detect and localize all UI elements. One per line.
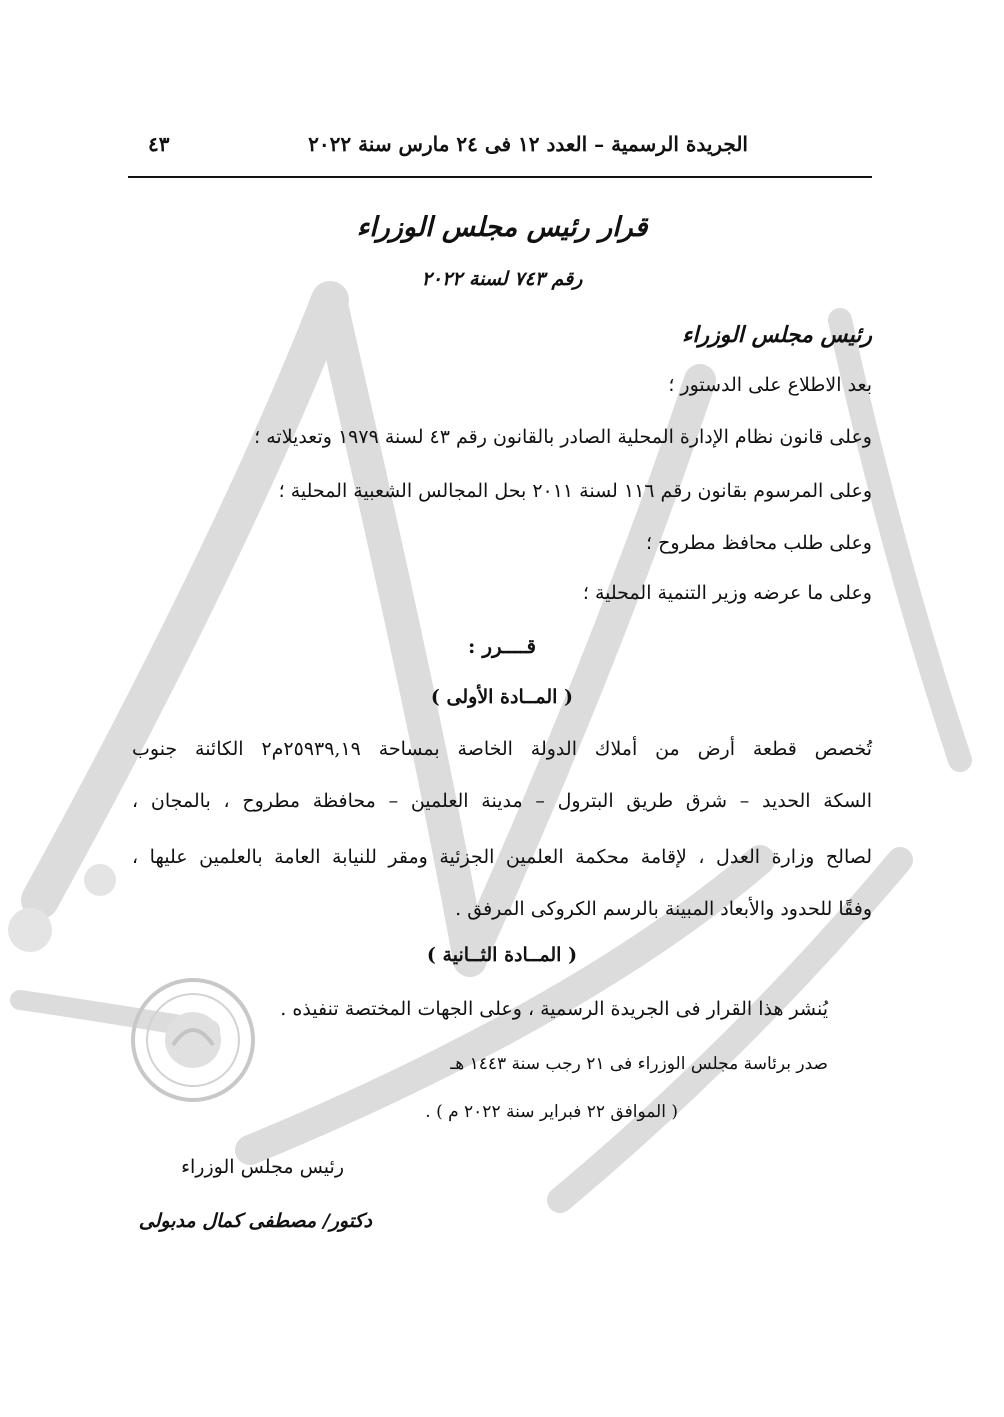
article-1-line: تُخصص قطعة أرض من أملاك الدولة الخاصة بمساحة ٢٥٩٣٩,١٩م٢ الكائنة جنوب (132, 738, 872, 760)
article-1-line: لصالح وزارة العدل ، لإقامة محكمة العلمين الجزئية ومقر للنيابة العامة بالعلمين عليها ، (132, 846, 872, 868)
decree-number: رقم ٧٤٣ لسنة ٢٠٢٢ (421, 268, 583, 290)
recital-line: وعلى طلب محافظ مطروح ؛ (646, 532, 872, 554)
issued-date-gregorian: ( الموافق ٢٢ فبراير سنة ٢٠٢٢ م ) . (425, 1102, 678, 1122)
article-2-heading: ( المــادة الثــانية ) (426, 944, 578, 966)
recital-line: بعد الاطلاع على الدستور ؛ (668, 374, 872, 396)
recital-line: وعلى المرسوم بقانون رقم ١١٦ لسنة ٢٠١١ بحل المجالس الشعبية المحلية ؛ (278, 480, 872, 502)
signature-name: دكتور/ مصطفى كمال مدبولى (138, 1210, 372, 1232)
article-1-line: وفقًا للحدود والأبعاد المبينة بالرسم الكروكى المرفق . (455, 898, 872, 920)
signature-position: رئيس مجلس الوزراء (181, 1156, 344, 1178)
article-1-heading: ( المــادة الأولى ) (430, 686, 574, 708)
decided-heading: قــــرر : (467, 634, 537, 658)
official-seal-icon (128, 975, 258, 1105)
article-2-line: يُنشر هذا القرار فى الجريدة الرسمية ، وعلى الجهات المختصة تنفيذه . (280, 998, 828, 1020)
recital-line: وعلى قانون نظام الإدارة المحلية الصادر بالقانون رقم ٤٣ لسنة ١٩٧٩ وتعديلاته ؛ (254, 426, 872, 448)
issuer-heading: رئيس مجلس الوزراء (682, 322, 872, 348)
decree-title: قرار رئيس مجلس الوزراء (356, 212, 648, 243)
issued-date-hijri: صدر برئاسة مجلس الوزراء فى ٢١ رجب سنة ١٤٤٣ هـ (450, 1054, 828, 1074)
header-divider (128, 176, 872, 178)
gazette-header-title: الجريدة الرسمية – العدد ١٢ فى ٢٤ مارس سنة ٢٠٢٢ (308, 132, 748, 156)
page-number: ٤٣ (148, 132, 170, 156)
article-1-line: السكة الحديد – شرق طريق البترول – مدينة العلمين – محافظة مطروح ، بالمجان ، (132, 790, 872, 812)
recital-line: وعلى ما عرضه وزير التنمية المحلية ؛ (582, 582, 872, 604)
